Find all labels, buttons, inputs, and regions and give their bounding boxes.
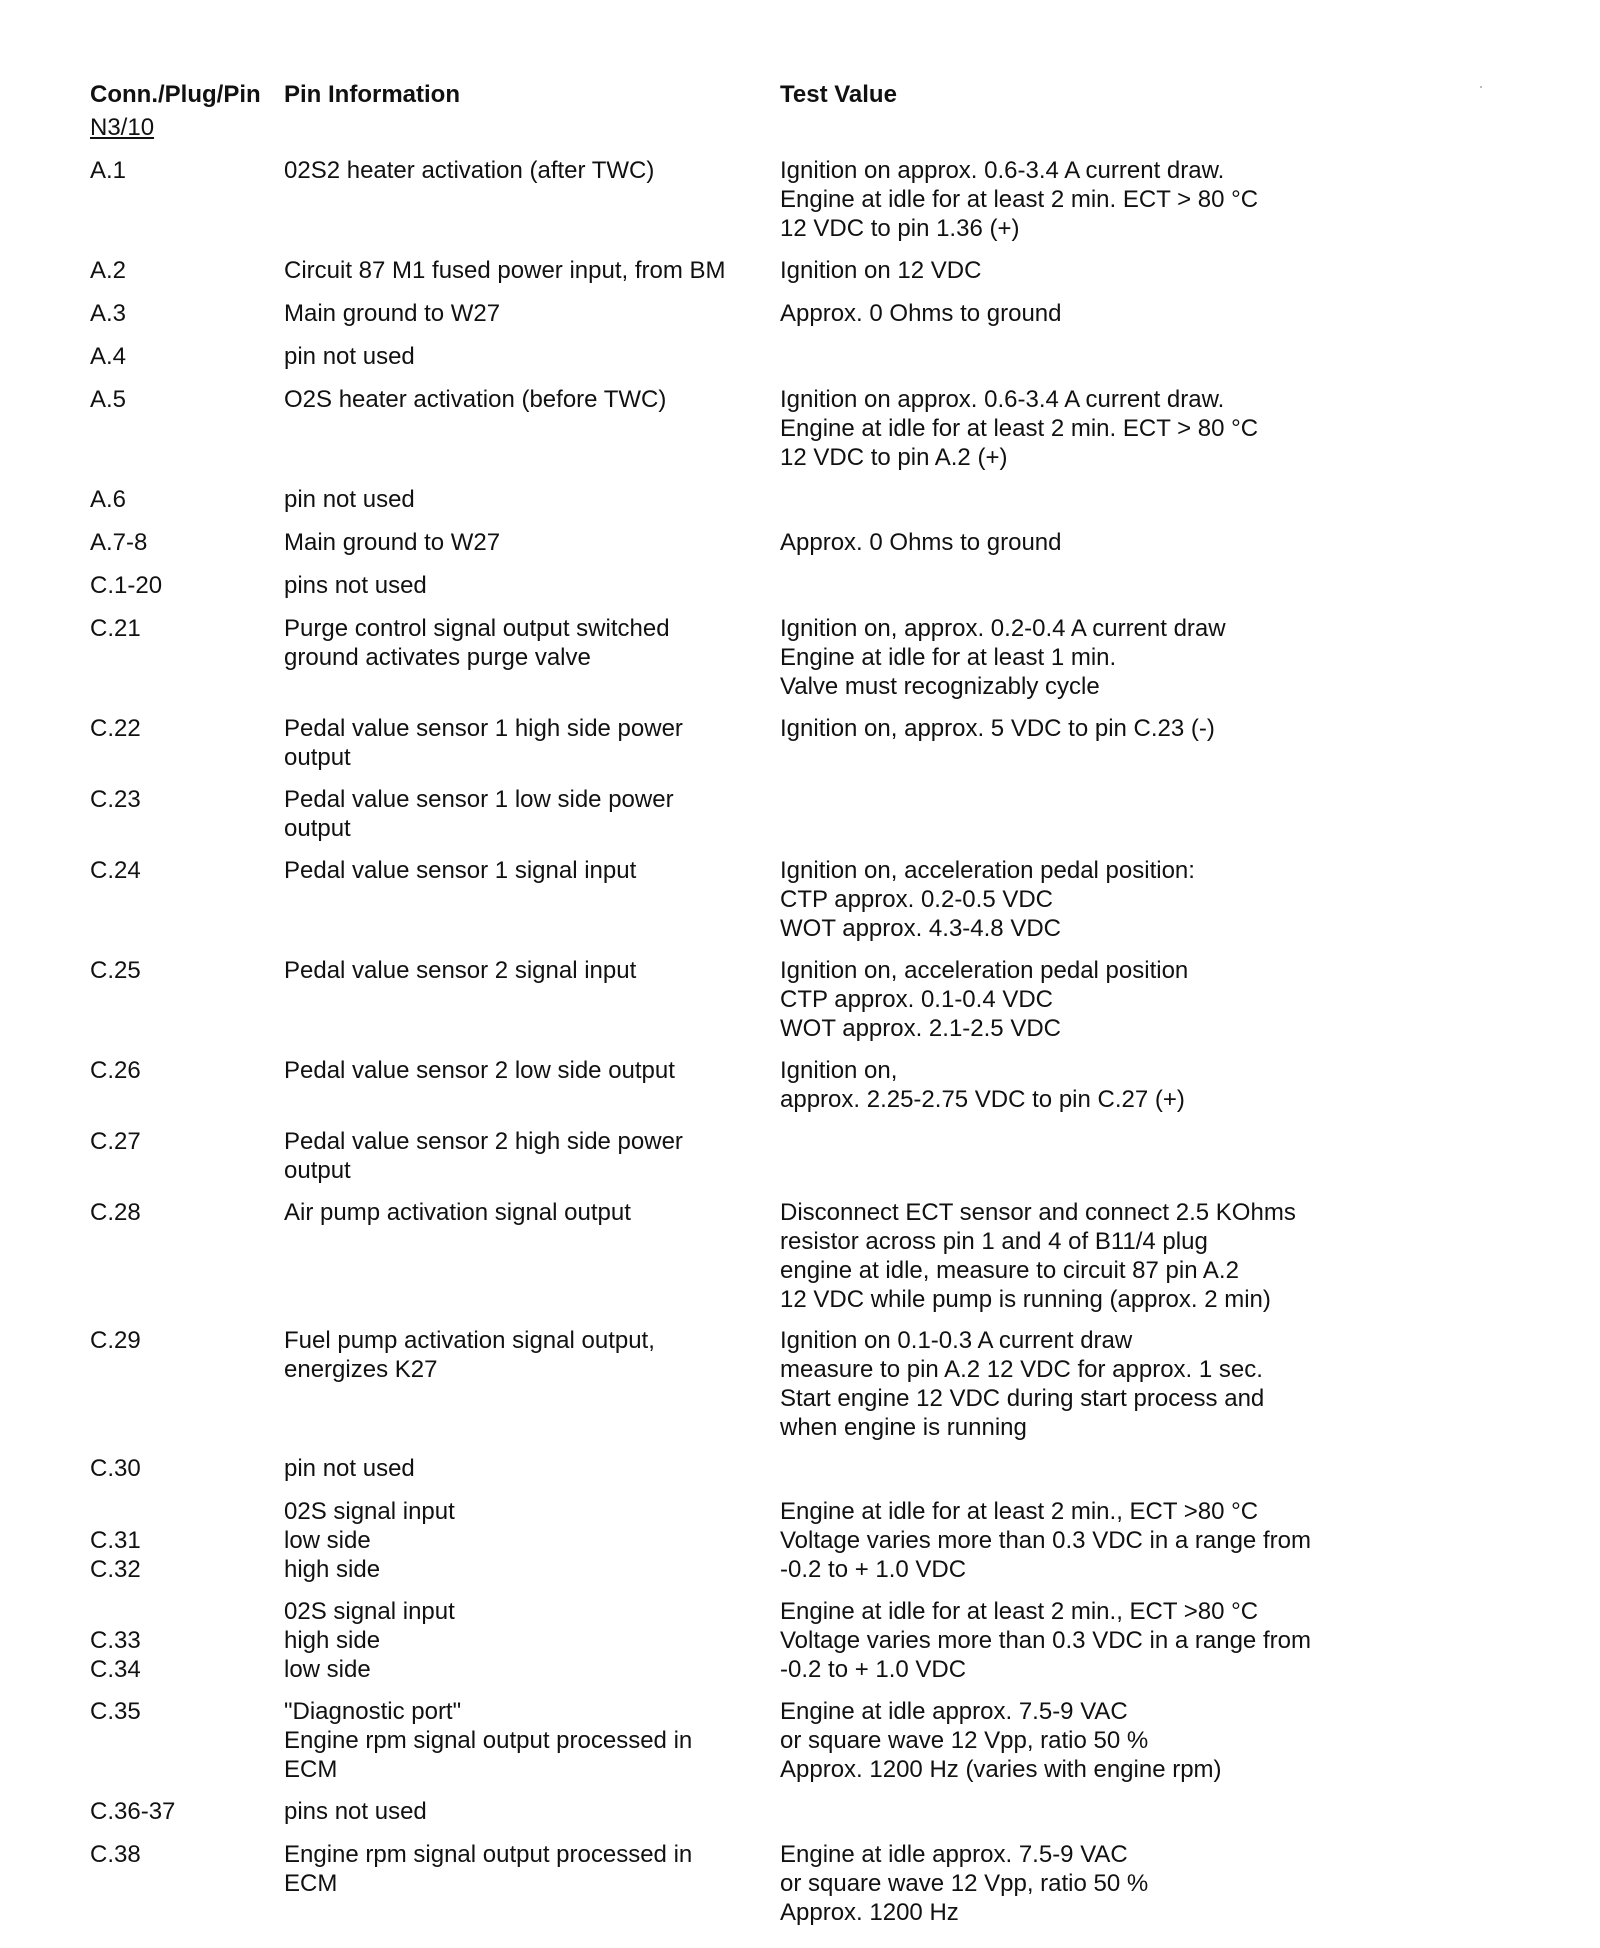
header-test: Test Value [780,81,897,108]
pin-cell: A.3 [90,300,127,327]
table-row [90,256,1540,299]
test-value-cell: Ignition on, approx. 5 VDC to pin C.23 (-) [780,715,1215,742]
test-value-cell: Ignition on, approx. 0.2-0.4 A current draw Engine at idle for at least 1 min. Valve must recognizably cycle [780,615,1226,700]
table-row [90,785,1540,856]
pin-cell: A.5 [90,386,127,413]
pin-table [90,80,1540,1940]
test-value-cell: Ignition on, acceleration pedal position CTP approx. 0.1-0.4 VDC WOT approx. 2.1-2.5 VDC [780,957,1189,1042]
pin-info-cell: Fuel pump activation signal output, energizes K27 [284,1327,655,1383]
pin-cell: A.7-8 [90,529,148,556]
table-row [90,342,1540,385]
table-row [90,1497,1540,1597]
test-value-cell: Ignition on, acceleration pedal position: CTP approx. 0.2-0.5 VDC WOT approx. 4.3-4.8 VDC [780,857,1195,942]
pin-cell: C.25 [90,957,141,984]
test-value-cell: Ignition on, approx. 2.25-2.75 VDC to pin C.27 (+) [780,1057,1185,1113]
pin-cell: A.2 [90,257,127,284]
pin-info-cell: 02S signal input high side low side [284,1598,455,1683]
table-row [90,299,1540,342]
table-body [90,156,1540,1940]
pin-cell: A.4 [90,343,127,370]
table-row [90,1840,1540,1940]
pin-info-cell: Circuit 87 M1 fused power input, from BM [284,257,726,284]
pin-info-cell: 02S signal input low side high side [284,1498,455,1583]
pin-info-cell: Pedal value sensor 2 signal input [284,957,637,984]
pin-info-cell: Air pump activation signal output [284,1199,631,1226]
pin-info-cell: O2S heater activation (before TWC) [284,386,667,413]
table-row [90,614,1540,714]
pin-info-cell: pin not used [284,486,415,513]
test-value-cell: Engine at idle approx. 7.5-9 VAC or square wave 12 Vpp, ratio 50 % Approx. 1200 Hz [780,1841,1149,1926]
table-header [90,80,1540,113]
pin-cell: C.30 [90,1455,141,1482]
pin-cell: C.22 [90,715,141,742]
pin-info-cell: Pedal value sensor 1 low side power output [284,786,674,842]
pin-cell: C.38 [90,1841,141,1868]
table-row [90,1454,1540,1497]
pin-cell: C.28 [90,1199,141,1226]
pin-cell: C.24 [90,857,141,884]
table-row [90,571,1540,614]
table-row [90,1597,1540,1697]
table-row [90,1326,1540,1454]
pin-info-cell: 02S2 heater activation (after TWC) [284,157,655,184]
test-value-cell: Disconnect ECT sensor and connect 2.5 KOhms resistor across pin 1 and 4 of B11/4 plug engine at idle, measure to circuit 87 pin A.2 12 VDC while pump is running (approx. 2 min) [780,1199,1296,1313]
table-row [90,528,1540,571]
pin-info-cell: pin not used [284,343,415,370]
pin-info-cell: Pedal value sensor 1 signal input [284,857,637,884]
test-value-cell: Ignition on 12 VDC [780,257,982,284]
test-value-cell: Ignition on approx. 0.6-3.4 A current draw. Engine at idle for at least 2 min. ECT > 80 °C 12 VDC to pin 1.36 (+) [780,157,1259,242]
table-row [90,1797,1540,1840]
table-row [90,856,1540,956]
pin-info-cell: Purge control signal output switched ground activates purge valve [284,615,670,671]
header-conn: Conn./Plug/Pin [90,81,261,108]
test-value-cell: Approx. 0 Ohms to ground [780,529,1062,556]
table-row [90,1198,1540,1326]
pin-cell: C.29 [90,1327,141,1354]
table-row [90,485,1540,528]
test-value-cell: Engine at idle for at least 2 min., ECT >80 °C Voltage varies more than 0.3 VDC in a range from -0.2 to + 1.0 VDC [780,1598,1311,1683]
test-value-cell: Ignition on 0.1-0.3 A current draw measure to pin A.2 12 VDC for approx. 1 sec. Start engine 12 VDC during start process and when engine is running [780,1327,1265,1441]
test-value-cell: Engine at idle for at least 2 min., ECT >80 °C Voltage varies more than 0.3 VDC in a range from -0.2 to + 1.0 VDC [780,1498,1311,1583]
pin-cell: A.1 [90,157,127,184]
table-row [90,385,1540,485]
table-row [90,156,1540,256]
test-value-cell: Approx. 0 Ohms to ground [780,300,1062,327]
pin-info-cell: Main ground to W27 [284,529,501,556]
pin-info-cell: Pedal value sensor 2 high side power output [284,1128,683,1184]
pin-cell: C.26 [90,1057,141,1084]
pin-cell: A.6 [90,486,127,513]
pin-info-cell: Pedal value sensor 1 high side power output [284,715,683,771]
pin-cell: C.27 [90,1128,141,1155]
pin-cell: C.36-37 [90,1798,176,1825]
table-row [90,1056,1540,1127]
pin-info-cell: pin not used [284,1455,415,1482]
pin-cell: C.33 C.34 [90,1627,141,1683]
pin-cell: C.23 [90,786,141,813]
table-row [90,956,1540,1056]
header-info: Pin Information [284,81,460,108]
pin-info-cell: "Diagnostic port" Engine rpm signal output processed in ECM [284,1698,693,1783]
pin-cell: C.31 C.32 [90,1527,141,1583]
pin-info-cell: Engine rpm signal output processed in ECM [284,1841,693,1897]
pin-cell: C.1-20 [90,572,163,599]
pin-info-cell: pins not used [284,572,427,599]
test-value-cell: Ignition on approx. 0.6-3.4 A current draw. Engine at idle for at least 2 min. ECT > 80 °C 12 VDC to pin A.2 (+) [780,386,1259,471]
table-row [90,714,1540,785]
pin-cell: C.35 [90,1698,141,1725]
connector-label: N3/10 [90,114,155,141]
pin-cell: C.21 [90,615,141,642]
test-value-cell: Engine at idle approx. 7.5-9 VAC or square wave 12 Vpp, ratio 50 % Approx. 1200 Hz (varies with engine rpm) [780,1698,1222,1783]
table-row [90,1127,1540,1198]
table-row [90,1697,1540,1797]
pin-info-cell: Pedal value sensor 2 low side output [284,1057,675,1084]
pin-info-cell: pins not used [284,1798,427,1825]
pin-info-cell: Main ground to W27 [284,300,501,327]
